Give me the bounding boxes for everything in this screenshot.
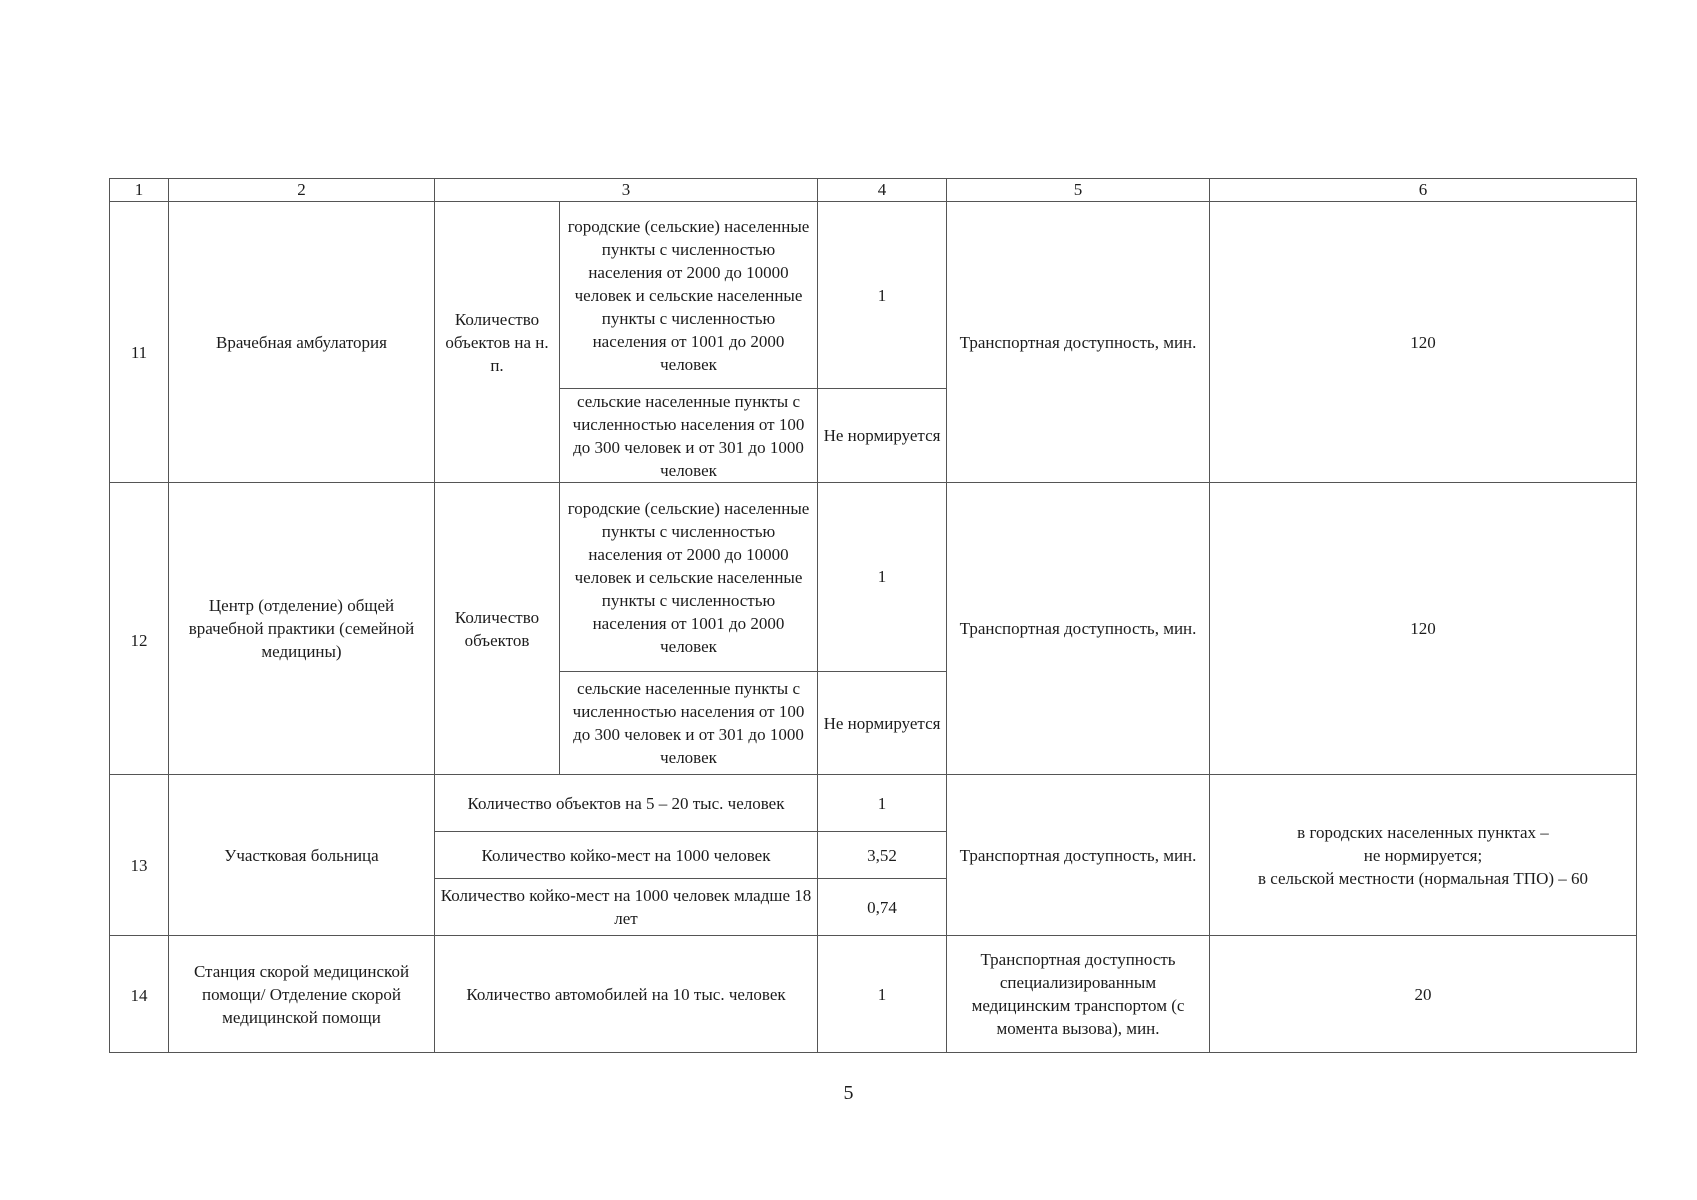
- condition-cell: сельские населенные пункты с численностью населения от 100 до 300 человек и от 301 до 1000 человек: [560, 389, 818, 483]
- indicator-cell: Количество койко-мест на 1000 человек младше 18 лет: [435, 879, 818, 936]
- page-number: 5: [843, 1082, 854, 1104]
- header-col-5: 5: [947, 179, 1210, 202]
- norm-cell: 20: [1210, 936, 1637, 1053]
- norm-line: в городских населенных пунктах –: [1297, 822, 1549, 842]
- table-row: [110, 483, 1637, 672]
- indicator-cell: Количество объектов на н. п.: [435, 202, 560, 483]
- value-cell: 0,74: [818, 879, 947, 936]
- norm-cell: 120: [1210, 483, 1637, 775]
- indicator-cell: Количество объектов: [435, 483, 560, 775]
- norm-cell: [1210, 775, 1637, 936]
- header-col-1: 1: [110, 179, 169, 202]
- value-cell: 1: [818, 202, 947, 389]
- condition-cell: городские (сельские) населенные пункты с численностью населения от 2000 до 10000 человек и сельские населенные пункты с численностью населения от 1001 до 2000 человек: [560, 202, 818, 389]
- value-cell: Не нормируется: [818, 389, 947, 483]
- table-row: [110, 202, 1637, 389]
- accessibility-cell: Транспортная доступность, мин.: [947, 775, 1210, 936]
- row-number: 13: [110, 775, 169, 936]
- value-cell: 1: [818, 775, 947, 832]
- value-cell: Не нормируется: [818, 672, 947, 775]
- indicator-cell: Количество объектов на 5 – 20 тыс. человек: [435, 775, 818, 832]
- header-row: [110, 179, 1637, 202]
- table-row: [110, 775, 1637, 832]
- accessibility-cell: Транспортная доступность специализированным медицинским транспортом (с момента вызова), мин.: [947, 936, 1210, 1053]
- condition-cell: сельские населенные пункты с численностью населения от 100 до 300 человек и от 301 до 1000 человек: [560, 672, 818, 775]
- header-col-4: 4: [818, 179, 947, 202]
- value-cell: 1: [818, 483, 947, 672]
- table-row: [110, 936, 1637, 1053]
- row-number: 14: [110, 936, 169, 1053]
- facility-name: Участковая больница: [169, 775, 435, 936]
- indicator-cell: Количество койко-мест на 1000 человек: [435, 832, 818, 879]
- indicator-cell: Количество автомобилей на 10 тыс. человек: [435, 936, 818, 1053]
- standards-table: [109, 178, 1637, 1053]
- condition-cell: городские (сельские) населенные пункты с численностью населения от 2000 до 10000 человек и сельские населенные пункты с численностью населения от 1001 до 2000 человек: [560, 483, 818, 672]
- facility-name: Врачебная амбулатория: [169, 202, 435, 483]
- accessibility-cell: Транспортная доступность, мин.: [947, 483, 1210, 775]
- row-number: 12: [110, 483, 169, 775]
- norm-line: не нормируется;: [1363, 845, 1483, 865]
- facility-name: Центр (отделение) общей врачебной практики (семейной медицины): [169, 483, 435, 775]
- header-col-2: 2: [169, 179, 435, 202]
- accessibility-cell: Транспортная доступность, мин.: [947, 202, 1210, 483]
- header-col-6: 6: [1210, 179, 1637, 202]
- norm-line: в сельской местности (нормальная ТПО) – 60: [1257, 868, 1589, 888]
- header-col-3: 3: [435, 179, 818, 202]
- row-number: 11: [110, 202, 169, 483]
- value-cell: 1: [818, 936, 947, 1053]
- value-cell: 3,52: [818, 832, 947, 879]
- facility-name: Станция скорой медицинской помощи/ Отделение скорой медицинской помощи: [169, 936, 435, 1053]
- norm-cell: 120: [1210, 202, 1637, 483]
